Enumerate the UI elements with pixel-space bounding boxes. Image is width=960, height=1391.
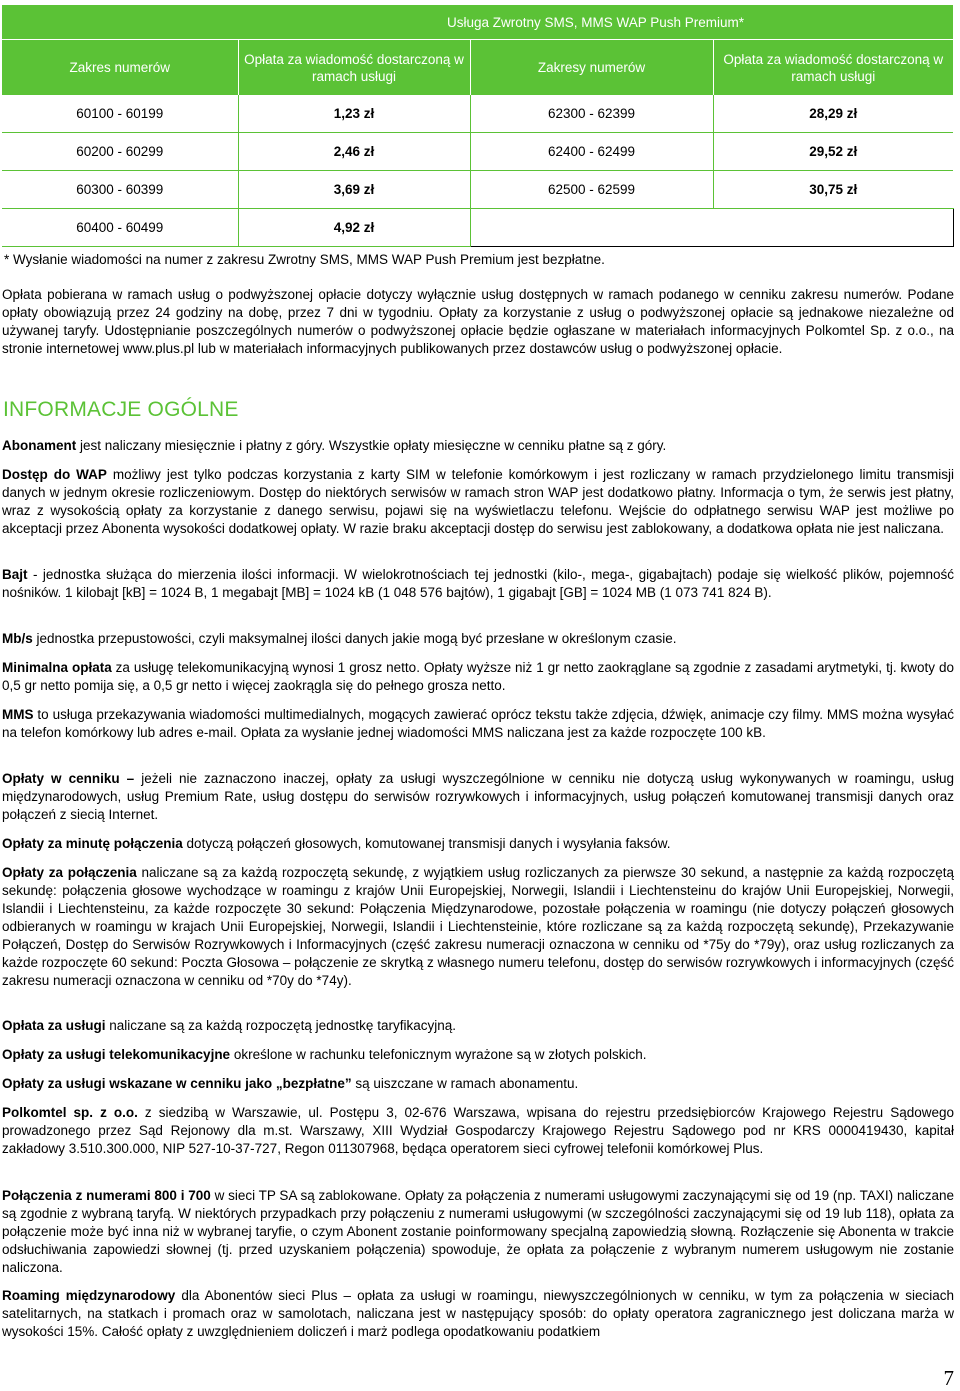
table-row (2, 133, 953, 171)
definition-text: jednostka przepustowości, czyli maksymalnej ilości danych jakie mogą być przesłane w określonym czasie. (32, 631, 677, 646)
definition-term: Mb/s (2, 631, 33, 646)
price-cell: 1,23 zł (238, 95, 470, 133)
definition-paragraph (2, 1046, 954, 1064)
definition-paragraph (2, 659, 954, 695)
range-cell: 60100 - 60199 (2, 95, 238, 133)
price-cell: 28,29 zł (713, 95, 953, 133)
definition-paragraph (2, 706, 954, 742)
table-row (2, 171, 953, 209)
definition-text: określone w rachunku telefonicznym wyrażone są w złotych polskich. (230, 1047, 647, 1062)
definition-term: Opłaty za usługi wskazane w cenniku jako „bezpłatne” (2, 1076, 352, 1091)
definition-term: Dostęp do WAP (2, 467, 107, 482)
definition-text: dotyczą połączeń głosowych, komutowanej transmisji danych i wysyłania faksów. (182, 836, 671, 851)
price-cell: 4,92 zł (238, 209, 470, 247)
table-header-row (2, 40, 953, 96)
section-title: INFORMACJE OGÓLNE (3, 398, 239, 421)
definition-text: możliwy jest tylko podczas korzystania z karty SIM w telefonie komórkowym i jest rozliczany w ramach przydzielonego limitu transmisji danych w jednym okresie rozliczeniowym. Dostęp do niektórych serwisów w ramach stron WAP jest dodatkowo płatny. Informacja o tym, że serwis jest płatny, wraz z wysokością opłaty za korzystanie z danego serwisu, pojawi się na wyświetlaczu telefonu. Wejście do odpłatnego serwisu WAP jest możliwe po akceptacji przez Abonenta wysokości dodatkowej opłaty. W razie braku akceptacji dostęp do serwisu jest zablokowany, a dodatkowa opłata nie jest naliczana. (2, 467, 954, 536)
empty-cell (470, 209, 953, 247)
price-cell: 29,52 zł (713, 133, 953, 171)
range-cell: 60400 - 60499 (2, 209, 238, 247)
intro-paragraph: Opłata pobierana w ramach usług o podwyższonej opłacie dotyczy wyłącznie usług dostępnych w ramach podanego w cenniku zakresu numerów. Podane opłaty obowiązują przez 24 godziny na dobę, przez 7 dni w tygodniu. Opłaty za korzystanie z usług o podwyższonej opłacie są jednakowe niezależne od używanej taryfy. Udostępnianie poszczególnych numerów o podwyższonej opłacie będzie ogłaszane w materiałach informacyjnych Polkomtel Sp. z o.o., na stronie internetowej www.plus.pl lub w materiałach informacyjnych publikowanych przez dostawców usług o podwyższonej opłacie. (2, 287, 954, 356)
definition-paragraph (2, 770, 954, 824)
table-row (2, 209, 953, 247)
definition-text: to usługa przekazywania wiadomości multimedialnych, mogących zawierać oprócz tekstu także zdjęcia, dźwięk, animacje czy filmy. MMS można wysyłać na telefon komórkowy lub adres e-mail. Opłata za wysłanie jednej wiadomości MMS naliczana jest za każde rozpoczęte 100 kB. (2, 707, 954, 740)
definition-paragraph (2, 1017, 954, 1035)
definition-paragraph (2, 1287, 954, 1341)
definition-paragraph (2, 1104, 954, 1158)
table-title-row (2, 5, 953, 40)
table-title: Usługa Zwrotny SMS, MMS WAP Push Premium* (238, 5, 953, 40)
definition-term: Opłaty za usługi telekomunikacyjne (2, 1047, 231, 1062)
definition-term: Opłaty za połączenia (2, 865, 137, 880)
table-header-cell: Zakres numerów (2, 40, 238, 96)
definition-term: Polkomtel sp. z o.o. (2, 1105, 138, 1120)
price-cell: 2,46 zł (238, 133, 470, 171)
definition-text: jeżeli nie zaznaczono inaczej, opłaty za usługi wyszczególnione w cenniku nie dotyczą usług wykonywanych w roamingu, usług międzynarodowych, usług Premium Rate, usług dostępu do serwisów rozrywkowych i informacyjnych, usług połączeń komutowanej transmisji danych oraz połączeń z siecią Internet. (2, 771, 954, 822)
definition-term: Bajt (2, 567, 28, 582)
definition-term: Roaming międzynarodowy (2, 1288, 176, 1303)
page-number: 7 (943, 1366, 954, 1390)
definition-term: Opłaty za minutę połączenia (2, 836, 183, 851)
definition-paragraph (2, 437, 954, 455)
range-cell: 62400 - 62499 (470, 133, 713, 171)
definition-term: MMS (2, 707, 34, 722)
definition-paragraph (2, 466, 954, 538)
definition-text: za usługę telekomunikacyjną wynosi 1 grosz netto. Opłaty wyższe niż 1 gr netto zaokrąglane są zgodnie z zasadami arytmetyki, tj. kwoty do 0,5 gr netto pomija się, a 0,5 gr netto i więcej zaokrągla się do pełnego grosza netto. (2, 660, 954, 693)
definition-paragraph (2, 1075, 954, 1093)
table-footnote: * Wysłanie wiadomości na numer z zakresu Zwrotny SMS, MMS WAP Push Premium jest bezpłatne. (4, 252, 605, 267)
definition-text: naliczane są za każdą rozpoczętą sekundę, z wyjątkiem usług rozliczanych za pierwsze 30 sekund, a następnie za każdą rozpoczętą sekundę: połączenia głosowe wychodzące w roamingu z krajów Unii Europejskiej, Norwegii, Islandii i Liechtensteinu do krajów Unii Europejskiej, Norwegii, Islandii i Liechtensteinu, za każde rozpoczęte 30 sekund: Połączenia Międzynarodowe, pozostałe połączenia w roamingu (nie dotyczy połączeń głosowych odbieranych w roamingu w krajach Unii Europejskiej, Norwegii, Islandii i Liechtensteinie, które rozliczane są za każdą rozpoczętą sekundę), Przekazywanie Połączeń, Dostęp do Serwisów Rozrywkowych i Informacyjnych (część zakresu numeracji oznaczona w cenniku od *75y do *79y), oraz usług rozliczanych za każde rozpoczęte 60 sekund: Poczta Głosowa – połączenie ze skrytką z własnego numeru telefonu, dostęp do serwisów rozrywkowych i informacyjnych (część zakresu numeracji oznaczona w cenniku od *70y do *74y). (2, 865, 955, 988)
definition-paragraph (2, 864, 954, 990)
definition-text: w sieci TP SA są zablokowane. Opłaty za połączenia z numerami usługowymi zaczynającymi się od 19 (np. TAXI) naliczane są zgodnie z wybraną taryfą. W niektórych przypadkach przy połączeniu z numerami usługowymi (w szczególności zaczynającymi się od 19 lub 118), opłata za połączenie może być inna niż w wybranej taryfie, o czym Abonent zostanie poinformowany specjalną zapowiedzią słowną. Rozłączenie się Abonenta w trakcie odsłuchiwania zapowiedzi słownej (tj. przed uzyskaniem połączenia) spowoduje, że opłata za połączenie z wybranym numerem usługowym nie zostanie naliczona. (2, 1188, 954, 1275)
range-cell: 62500 - 62599 (470, 171, 713, 209)
definition-term: Abonament (2, 438, 77, 453)
definition-text: - jednostka służąca do mierzenia ilości informacji. W wielokrotnościach tej jednostki (kilo-, mega-, gigabajtach) podaje się wielkość plików, pojemność nośników. 1 kilobajt [kB] = 1024 B, 1 megabajt [MB] = 1024 kB (1 048 576 bajtów), 1 gigabajt [GB] = 1024 MB (1 073 741 824 B). (2, 567, 954, 600)
definition-text: naliczane są za każdą rozpoczętą jednostkę taryfikacyjną. (105, 1018, 456, 1033)
table-row (2, 95, 953, 133)
definition-paragraph (2, 566, 954, 602)
definition-text: dla Abonentów sieci Plus – opłata za usługi w roamingu, niewyszczególnionych w cenniku, w tym za połączenia w sieciach satelitarnych, na statkach i promach oraz w samolotach, naliczana jest w następujący sposób: do opłaty operatora zagranicznego jest doliczana marża w wysokości 15%. Całość opłaty z uwzględnieniem doliczeń i marż podlega opodatkowaniu podatkiem (2, 1288, 954, 1339)
definition-text: jest naliczany miesięcznie i płatny z góry. Wszystkie opłaty miesięczne w cenniku płatne są z góry. (76, 438, 667, 453)
definition-paragraph (2, 630, 954, 648)
range-cell: 62300 - 62399 (470, 95, 713, 133)
definition-text: z siedzibą w Warszawie, ul. Postępu 3, 02-676 Warszawa, wpisana do rejestru przedsiębiorców Krajowego Rejestru Sądowego prowadzonego przez Sąd Rejonowy dla m.st. Warszawy, XIII Wydział Gospodarczy Krajowego Rejestru Sądowego pod nr KRS 0000419430, kapitał zakładowy 3.510.300.000, NIP 527-10-37-727, Regon 011307968, będąca operatorem sieci cyfrowej telefonii komórkowej Plus. (2, 1105, 955, 1156)
definition-term: Opłata za usługi (2, 1018, 106, 1033)
definition-term: Opłaty w cenniku – (2, 771, 135, 786)
range-cell: 60200 - 60299 (2, 133, 238, 171)
price-cell: 30,75 zł (713, 171, 953, 209)
definition-paragraph (2, 835, 954, 853)
table-header-cell: Zakresy numerów (470, 40, 713, 96)
definition-term: Minimalna opłata (2, 660, 112, 675)
definition-text: są uiszczane w ramach abonamentu. (351, 1076, 579, 1091)
price-cell: 3,69 zł (238, 171, 470, 209)
range-cell: 60300 - 60399 (2, 171, 238, 209)
definition-term: Połączenia z numerami 800 i 700 (2, 1188, 211, 1203)
premium-sms-table (2, 5, 954, 247)
table-header-cell: Opłata za wiadomość dostarczoną w ramach usługi (238, 40, 470, 96)
table-header-cell: Opłata za wiadomość dostarczoną w ramach usługi (713, 40, 953, 96)
definition-paragraph (2, 1187, 954, 1277)
